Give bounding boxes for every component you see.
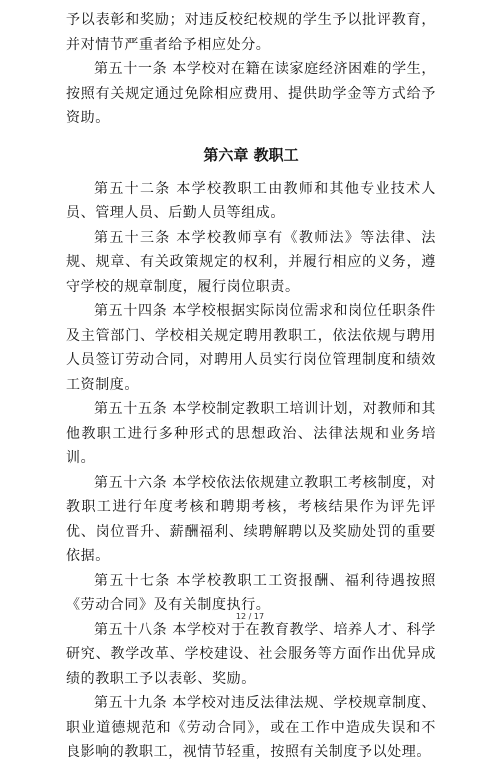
article-57: 第五十七条 本学校教职工工资报酬、福利待遇按照《劳动合同》及有关制度执行。 (66, 572, 436, 613)
article-55: 第五十五条 本学校制定教职工培训计划，对教师和其他教职工进行多种形式的思想政治、法律法规和业务培训。 (66, 401, 436, 466)
article-53: 第五十三条 本学校教师享有《教师法》等法律、法规、规章、有关政策规定的权利，并履行相应的义务，遵守学校的规章制度，履行岗位职责。 (66, 229, 436, 295)
article-54: 第五十四条 本学校根据实际岗位需求和岗位任职条件及主管部门、学校相关规定聘用教职工，依法依规与聘用人员签订劳动合同，对聘用人员实行岗位管理制度和绩效工资制度。 (66, 303, 436, 393)
article-56: 第五十六条 本学校依法依规建立教职工考核制度，对教职工进行年度考核和聘期考核，考核结果作为评先评优、岗位晋升、薪酬福利、续聘解聘以及奖励处罚的重要依据。 (66, 474, 436, 564)
article-59: 第五十九条 本学校对违反法律法规、学校规章制度、职业道德规范和《劳动合同》，或在工作中造成失误和不良影响的教职工，视情节轻重，按照有关制度予以处理。 (66, 695, 436, 760)
document-body (66, 8, 436, 765)
chapter-title: 第六章 教职工 (203, 145, 299, 164)
article-52: 第五十二条 本学校教职工由教师和其他专业技术人员、管理人员、后勤人员等组成。 (66, 180, 436, 221)
article-51: 第五十一条 本学校对在籍在读家庭经济困难的学生，按照有关规定通过免除相应费用、提供助学金等方式给予资助。 (66, 61, 436, 126)
article-58: 第五十八条 本学校对于在教育教学、培养人才、科学研究、教学改革、学校建设、社会服务等方面作出优异成绩的教职工予以表彰、奖励。 (66, 621, 436, 687)
paragraph-continuation: 予以表彰和奖励；对违反校纪校规的学生予以批评教育，并对情节严重者给予相应处分。 (66, 12, 436, 53)
page-number: 12 / 17 (235, 612, 265, 621)
